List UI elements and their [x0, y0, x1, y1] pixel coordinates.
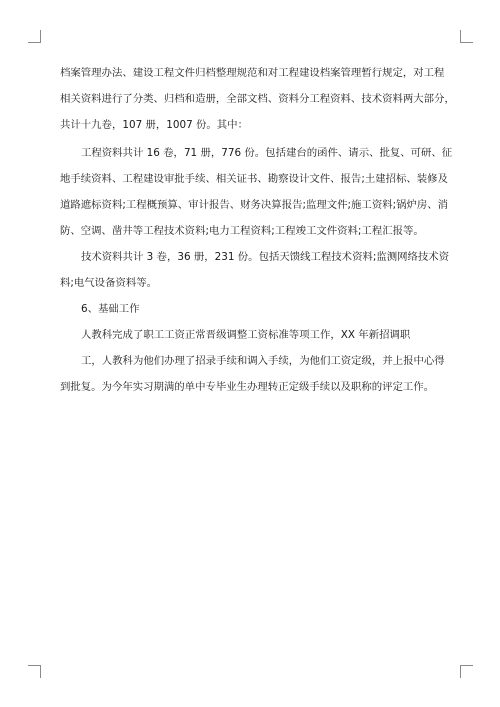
paragraph-line: 相关资料进行了分类、归档和造册，全部文档、资料分工程资料、技术资料两大部分， — [60, 93, 455, 105]
section-heading: 6、基础工作 — [81, 303, 140, 315]
paragraph-line: 工，人教科为他们办理了招录手续和调入手续，为他们工资定级，并上报中心得 — [81, 355, 445, 367]
paragraph-line: 料;电气设备资料等。 — [60, 277, 158, 289]
paragraph-line: 到批复。为今年实习期满的单中专毕业生办理转正定级手续以及职称的评定工作。 — [60, 381, 435, 393]
paragraph-line: 工程资料共计 16 卷，71 册，776 份。包括建台的函件、请示、批复、可研、征 — [81, 147, 453, 159]
paragraph-line: 共计十九卷，107 册，1007 份。其中： — [60, 119, 248, 131]
crop-mark-bottom-right — [460, 665, 473, 678]
crop-mark-top-right — [460, 30, 473, 43]
paragraph-line: 档案管理办法、建设工程文件归档整理规范和对工程建设档案管理暂行规定，对工程 — [60, 67, 445, 79]
crop-mark-bottom-left — [28, 665, 41, 678]
paragraph-line: 人教科完成了职工工资正常晋级调整工资标准等项工作，XX 年新招调职 — [81, 329, 411, 341]
crop-mark-top-left — [28, 30, 41, 43]
paragraph-line: 道路遮标资料;工程概预算、审计报告、财务决算报告;监理文件;施工资料;锅炉房、消 — [60, 199, 449, 211]
paragraph-line: 防、空调、凿井等工程技术资料;电力工程资料;工程竣工文件资料;工程汇报等。 — [60, 225, 424, 237]
paragraph-line: 技术资料共计 3 卷，36 册，231 份。包括天馈线工程技术资料;监测网络技术资 — [81, 251, 450, 263]
paragraph-line: 地手续资料、工程建设审批手续、相关证书、勘察设计文件、报告;土建招标、装修及 — [60, 173, 448, 185]
